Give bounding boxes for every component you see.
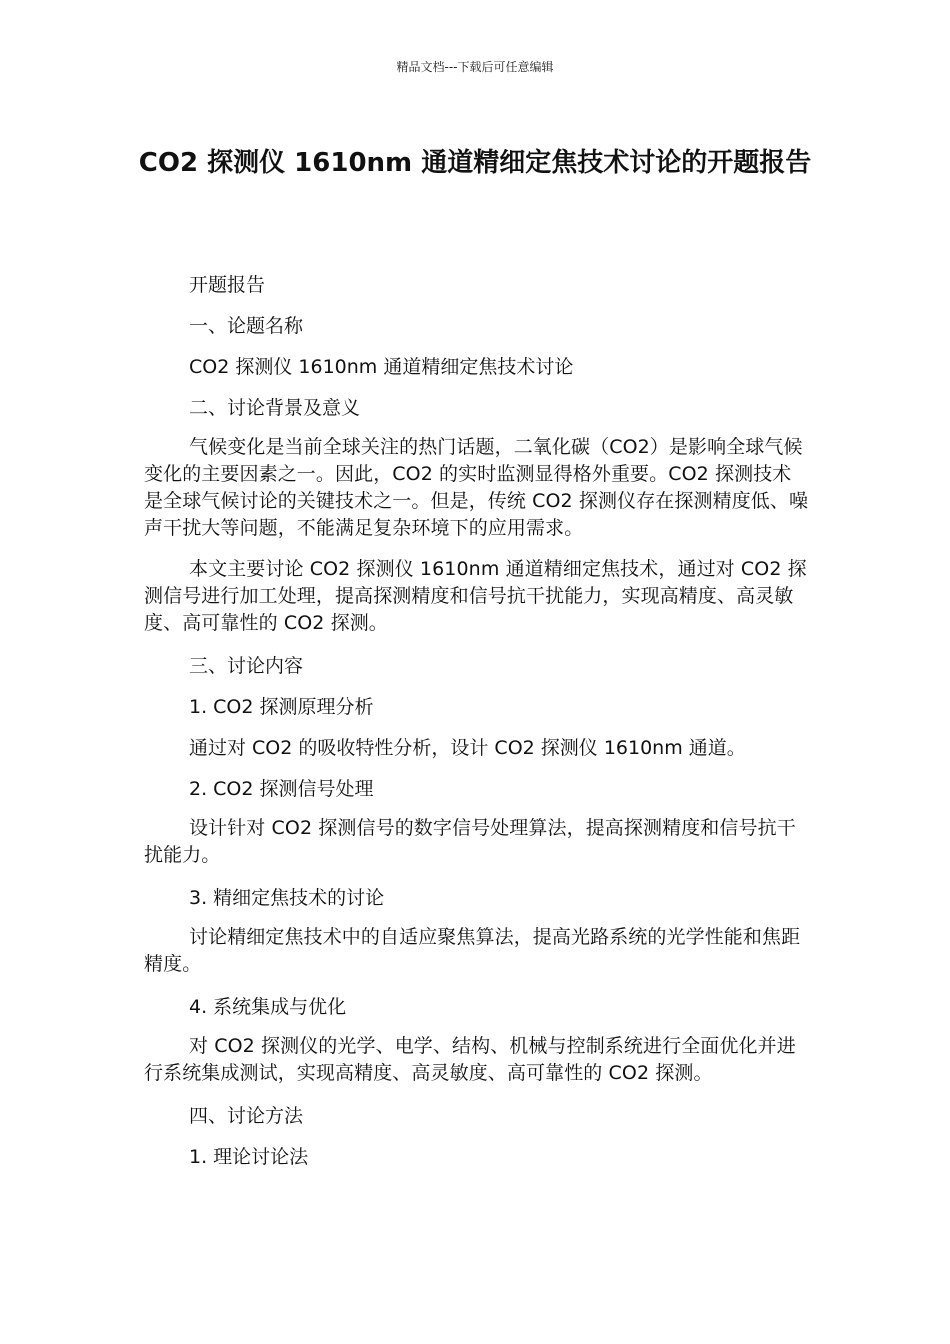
principle-text: 通过对 CO2 的吸收特性分析，设计 CO2 探测仪 1610nm 通道。	[189, 737, 746, 759]
subheading-focusing: 3. 精细定焦技术的讨论	[189, 887, 385, 909]
subheading-principle: 1. CO2 探测原理分析	[189, 696, 374, 718]
section-heading-methods: 四、讨论方法	[189, 1105, 304, 1127]
subheading-theory-method: 1. 理论讨论法	[189, 1146, 309, 1168]
document-body	[144, 270, 810, 1183]
background-paragraph-1: 气候变化是当前全球关注的热门话题，二氧化碳（CO2）是影响全球气候变化的主要因素之一。因此，CO2 的实时监测显得格外重要。CO2 探测技术是全球气候讨论的关键技术之一。但是，传统 CO2 探测仪存在探测精度低、噪声干扰大等问题，不能满足复杂环境下的应用需求。	[144, 436, 809, 539]
topic-name-text: CO2 探测仪 1610nm 通道精细定焦技术讨论	[189, 356, 574, 378]
integration-paragraph: 对 CO2 探测仪的光学、电学、结构、机械与控制系统进行全面优化并进行系统集成测试，实现高精度、高灵敏度、高可靠性的 CO2 探测。	[144, 1035, 796, 1084]
subheading-integration: 4. 系统集成与优化	[189, 996, 347, 1018]
subheading-signal: 2. CO2 探测信号处理	[189, 778, 374, 800]
signal-paragraph: 设计针对 CO2 探测信号的数字信号处理算法，提高探测精度和信号抗干扰能力。	[144, 817, 796, 866]
section-heading-topic-name: 一、论题名称	[189, 315, 304, 337]
section-label-report: 开题报告	[189, 274, 266, 296]
document-title: CO2 探测仪 1610nm 通道精细定焦技术讨论的开题报告	[138, 148, 812, 178]
background-paragraph-2: 本文主要讨论 CO2 探测仪 1610nm 通道精细定焦技术，通过对 CO2 探测信号进行加工处理，提高探测精度和信号抗干扰能力，实现高精度、高灵敏度、高可靠性的 CO2 探测。	[144, 558, 807, 634]
page-header-note: 精品文档---下载后可任意编辑	[396, 60, 554, 74]
focusing-paragraph: 讨论精细定焦技术中的自适应聚焦算法，提高光路系统的光学性能和焦距精度。	[144, 926, 801, 975]
section-heading-content: 三、讨论内容	[189, 655, 304, 677]
section-heading-background: 二、讨论背景及意义	[189, 397, 361, 419]
